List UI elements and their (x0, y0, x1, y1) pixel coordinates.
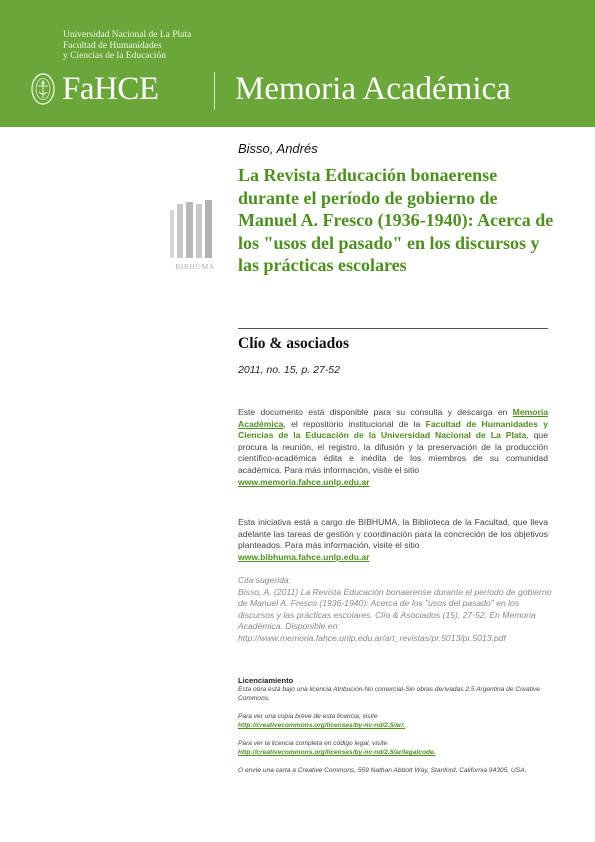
availability-text-2: , el repositorio institucional de la (283, 418, 426, 429)
availability-paragraph (238, 407, 548, 488)
citation-heading: Cita sugerida: (238, 575, 292, 585)
bibhuma-paragraph (238, 517, 548, 563)
institution-line-3: y Ciencias de la Educación (63, 51, 166, 61)
memoria-academica-link[interactable]: Memoria Académica (238, 407, 548, 429)
license-text-3: Para ver la licencia completa en código legal, visite (238, 740, 388, 747)
bibhuma-text: Esta iniciativa está a cargo de BIBHUMA, la Biblioteca de la Facultad, que lleva adelante las tareas de gestión y coordinación para la concreción de los objetivos planteados. Para más información, visite el sitio (238, 517, 548, 551)
bibhuma-logo (166, 200, 224, 272)
publication-info: 2011, no. 15, p. 27-52 (238, 364, 340, 376)
license-text-4: O envíe una carta a Creative Commons, 559 Nathan Abbott Way, Stanford, California 94305, USA. (238, 767, 527, 774)
availability-text-3: , que procura la reunión, el registro, la difusión y la preservación de la producción científico-académica édita e inédita de los miembros de su comunidad académica. Para más información, visite el sitio (238, 430, 548, 475)
title-rule (238, 328, 548, 329)
journal-name: Clío & asociados (238, 335, 350, 352)
license-section (238, 676, 553, 775)
faculty-name: Facultad de Humanidades y Ciencias de la Educación de la Universidad Nacional de La Plata (238, 418, 548, 441)
license-short-link[interactable]: http://creativecommons.org/licenses/by-nc-nd/2.5/ar/. (238, 722, 406, 729)
bibhuma-url-link[interactable]: www.bibhuma.fahce.unlp.edu.ar (238, 551, 370, 562)
header-banner (0, 0, 595, 127)
license-text-2: Para ver una copia breve de esta licencia, visite (238, 713, 378, 720)
institution-line-1: Universidad Nacional de La Plata (63, 30, 192, 40)
license-heading: Licenciamiento (238, 676, 294, 685)
bibhuma-books-icon (170, 200, 212, 258)
suggested-citation (238, 575, 553, 645)
bibhuma-caption: BIBHUMA (175, 262, 215, 271)
header-divider (214, 72, 215, 110)
availability-text-1: Este documento está disponible para su consulta y descarga en (238, 407, 513, 417)
unlp-seal-icon (30, 72, 56, 106)
faculty-short-name: FaHCE (62, 71, 159, 107)
author-name: Bisso, Andrés (238, 141, 318, 156)
memoria-url-link[interactable]: www.memoria.fahce.unlp.edu.ar (238, 476, 370, 487)
citation-text: Bisso, A. (2011) La Revista Educación bonaerense durante el período de gobierno de Manuel A. Fresco (1936-1940): Acerca de los "usos del pasado" en los discursos y las prácticas escolares. Clío & Asociados (15), 27-52. En Memoria Académica. Disponible en: http://www.memoria.fahce.unlp.edu.ar/art_revistas/pr.5013/pr.5013.pdf (238, 586, 552, 643)
repository-name: Memoria Académica (235, 71, 511, 107)
institution-line-2: Facultad de Humanidades (63, 40, 162, 51)
institution-name (63, 30, 191, 62)
license-text-1: Esta obra está bajo una licencia Atribución-No comercial-Sin obras derivadas 2.5 Argentina de Creative Commons. (238, 686, 540, 702)
document-title: La Revista Educación bonaerense durante el período de gobierno de Manuel A. Fresco (1936-1940): Acerca de los "usos del pasado" en los discursos y las prácticas escolares (238, 165, 554, 275)
license-legalcode-link[interactable]: http://creativecommons.org/licenses/by-nc-nd/2.5/ar/legalcode. (238, 749, 436, 756)
